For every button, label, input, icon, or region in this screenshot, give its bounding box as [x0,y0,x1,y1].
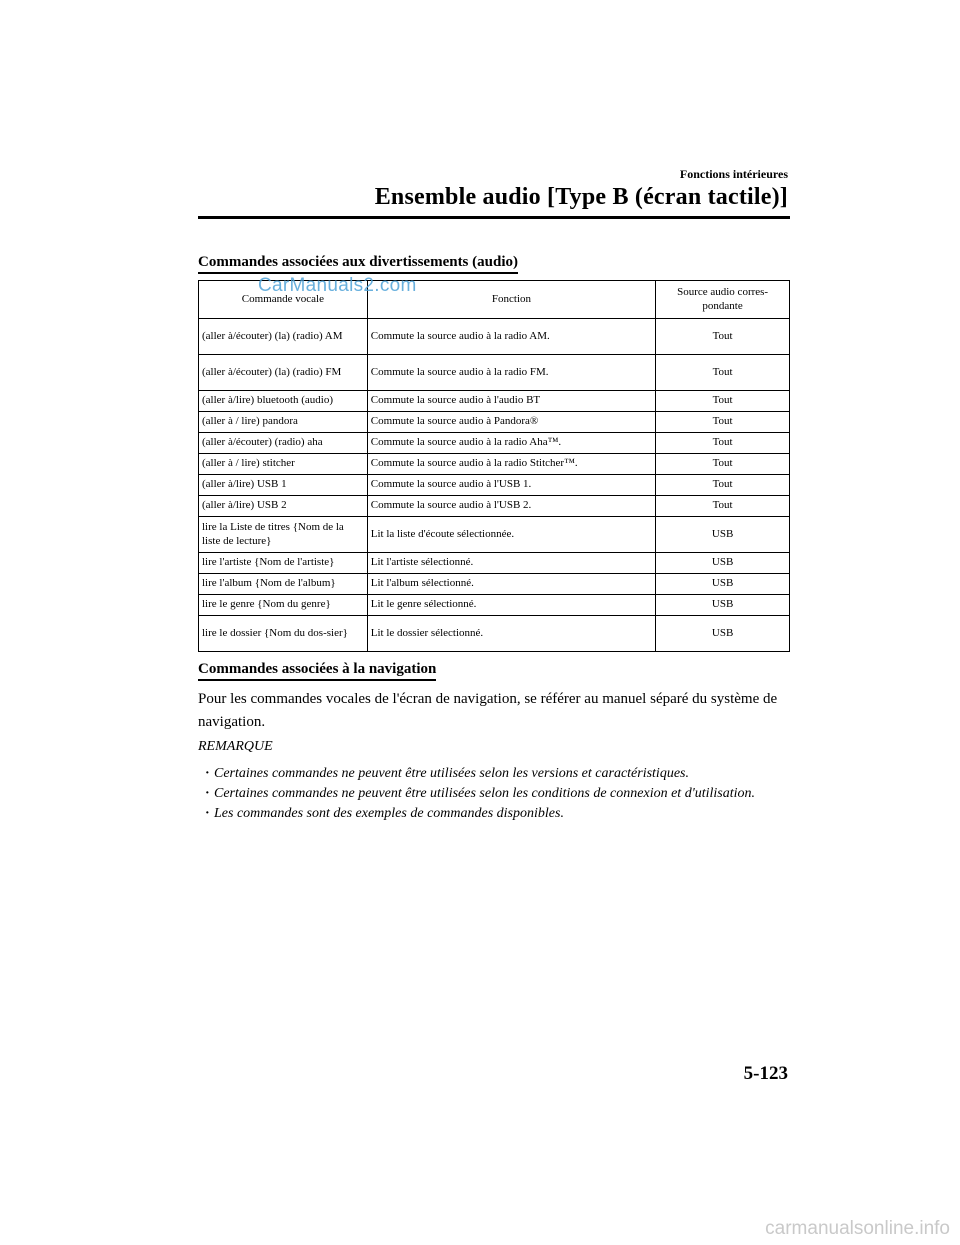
note-item: · Les commandes sont des exemples de commandes disponibles. [198,804,790,824]
cell-command: (aller à/écouter) (la) (radio) AM [199,319,368,355]
cell-source: Tout [656,454,790,475]
table-row [199,595,790,616]
cell-function: Lit le genre sélectionné. [367,595,655,616]
cell-command: lire le genre {Nom du genre} [199,595,368,616]
cell-function: Commute la source audio à la radio Aha™. [367,433,655,454]
cell-source: Tout [656,391,790,412]
cell-function: Commute la source audio à la radio Stitcher™. [367,454,655,475]
cell-function: Commute la source audio à l'USB 2. [367,496,655,517]
table-row [199,319,790,355]
cell-source: USB [656,595,790,616]
cell-command: lire la Liste de titres {Nom de la liste de lecture} [199,517,368,553]
table-row [199,391,790,412]
cell-source: Tout [656,475,790,496]
table-row [199,574,790,595]
cell-command: (aller à/écouter) (radio) aha [199,433,368,454]
cell-command: (aller à/lire) USB 1 [199,475,368,496]
table-body [199,319,790,652]
cell-function: Lit le dossier sélectionné. [367,616,655,652]
header-divider [198,216,790,219]
table-row [199,616,790,652]
table-row [199,475,790,496]
watermark-logo: CarManuals2.com [258,275,417,296]
cell-command: lire le dossier {Nom du dos-sier} [199,616,368,652]
cell-function: Commute la source audio à la radio FM. [367,355,655,391]
table-row [199,517,790,553]
column-header-source: Source audio corres-pondante [656,281,790,319]
page-number: 5-123 [743,1063,788,1084]
cell-source: USB [656,517,790,553]
section-heading-navigation: Commandes associées à la navigation [198,661,436,681]
section-heading-audio: Commandes associées aux divertissements (audio) [198,254,518,274]
cell-source: USB [656,574,790,595]
header-section-label: Fonctions intérieures [679,167,788,181]
note-label: REMARQUE [198,739,273,754]
table-row [199,496,790,517]
cell-source: Tout [656,319,790,355]
note-list [198,764,790,824]
table-row [199,412,790,433]
cell-function: Commute la source audio à la radio AM. [367,319,655,355]
cell-function: Lit la liste d'écoute sélectionnée. [367,517,655,553]
cell-command: (aller à/écouter) (la) (radio) FM [199,355,368,391]
cell-source: Tout [656,433,790,454]
column-header-command: Commande vocale [199,281,368,319]
voice-command-table [198,280,790,652]
cell-function: Commute la source audio à l'USB 1. [367,475,655,496]
note-item: · Certaines commandes ne peuvent être utilisées selon les versions et caractéristiques. [198,764,790,784]
cell-function: Lit l'artiste sélectionné. [367,553,655,574]
cell-command: lire l'artiste {Nom de l'artiste} [199,553,368,574]
cell-command: (aller à/lire) bluetooth (audio) [199,391,368,412]
table-row [199,454,790,475]
cell-source: Tout [656,355,790,391]
table-row [199,433,790,454]
cell-function: Commute la source audio à l'audio BT [367,391,655,412]
navigation-paragraph: Pour les commandes vocales de l'écran de navigation, se référer au manuel séparé du système de navigation. [198,691,778,730]
note-item: · Certaines commandes ne peuvent être utilisées selon les conditions de connexion et d'utilisation. [198,784,790,804]
cell-function: Commute la source audio à Pandora® [367,412,655,433]
cell-source: USB [656,616,790,652]
column-header-function: Fonction [367,281,655,319]
cell-command: (aller à/lire) USB 2 [199,496,368,517]
page-title: Ensemble audio [Type B (écran tactile)] [374,184,788,210]
cell-function: Lit l'album sélectionné. [367,574,655,595]
cell-command: lire l'album {Nom de l'album} [199,574,368,595]
cell-source: USB [656,553,790,574]
table-row [199,355,790,391]
footer-watermark: carmanualsonline.info [765,1218,950,1239]
table-row [199,553,790,574]
cell-source: Tout [656,496,790,517]
cell-source: Tout [656,412,790,433]
cell-command: (aller à / lire) pandora [199,412,368,433]
cell-command: (aller à / lire) stitcher [199,454,368,475]
